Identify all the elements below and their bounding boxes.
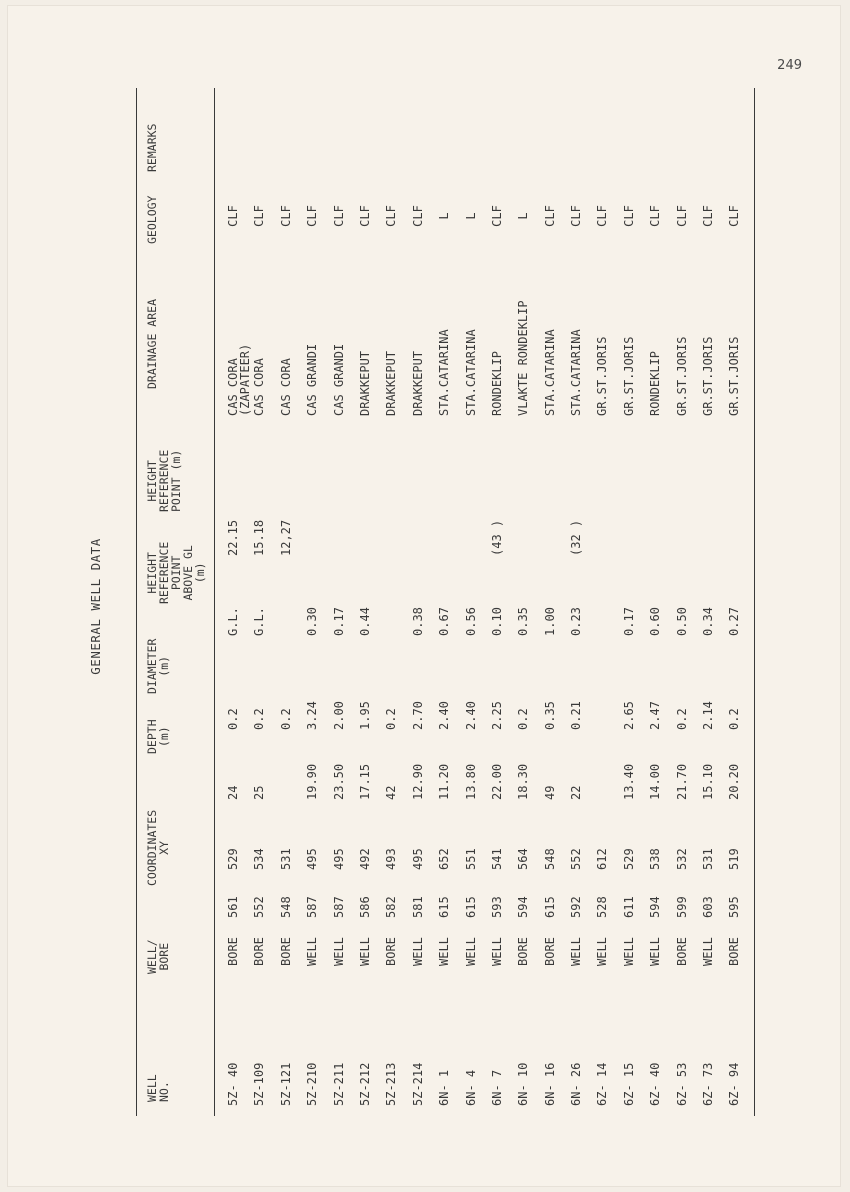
cell-height-above-gl: G.L. <box>226 607 240 636</box>
cell-well-no: 6Z- 94 <box>727 1062 742 1106</box>
cell-depth: 13.80 <box>463 763 478 800</box>
cell-depth: 21.70 <box>674 763 689 800</box>
cell-type: BORE <box>516 937 531 966</box>
cell-depth: 22 <box>569 785 584 800</box>
table-row <box>280 171 306 1124</box>
cell-height-reference: 12,27 <box>278 519 293 556</box>
cell-type: WELL <box>489 937 504 966</box>
cell-drainage-area: GR.ST.JORIS <box>727 336 742 416</box>
cell-depth: 11.20 <box>437 763 452 800</box>
cell-diameter: 2.14 <box>701 701 716 730</box>
cell-diameter <box>596 636 622 730</box>
table-row <box>253 171 279 1124</box>
cell-well-no: 5Z-109 <box>252 1062 267 1106</box>
cell-geology: L <box>437 212 452 220</box>
cell-coord-x: 548 <box>278 896 293 918</box>
header-drainage-area: DRAINAGE AREA <box>145 298 159 389</box>
header-rule <box>214 88 215 1116</box>
header-well-no: WELL NO. <box>145 1074 171 1102</box>
header-coordinates: COORDINATES XY <box>145 809 171 886</box>
cell-height-reference <box>359 416 385 556</box>
cell-drainage-area: CAS CORA (ZAPATEER) <box>227 261 253 416</box>
cell-type: BORE <box>542 937 557 966</box>
header-geology: GEOLOGY <box>145 195 159 244</box>
cell-coord-x: 561 <box>226 896 240 918</box>
table-row <box>385 171 411 1124</box>
cell-type: WELL <box>621 937 636 966</box>
cell-height-reference <box>333 416 359 556</box>
cell-depth: 17.15 <box>357 763 372 800</box>
table-row <box>306 171 332 1124</box>
cell-depth: 24 <box>226 785 240 800</box>
cell-drainage-area: STA.CATARINA <box>437 329 452 416</box>
rotated-table-region <box>88 89 818 1124</box>
cell-height-above-gl <box>385 556 411 636</box>
cell-drainage-area: STA.CATARINA <box>542 329 557 416</box>
cell-height-above-gl: 0.56 <box>463 607 478 636</box>
cell-height-above-gl: 0.34 <box>701 607 716 636</box>
cell-well-no: 6Z- 14 <box>595 1062 610 1106</box>
cell-height-reference <box>438 416 464 556</box>
cell-diameter: 0.2 <box>278 708 293 730</box>
cell-depth <box>596 730 622 800</box>
cell-height-reference <box>385 416 411 556</box>
cell-coord-y: 652 <box>437 848 452 870</box>
cell-geology: CLF <box>674 205 689 227</box>
cell-coord-x: 586 <box>357 896 372 918</box>
table-row <box>649 171 675 1124</box>
cell-diameter: 2.47 <box>648 701 663 730</box>
cell-geology: CLF <box>701 205 716 227</box>
cell-depth: 49 <box>542 785 557 800</box>
table-row <box>359 171 385 1124</box>
table-row <box>728 171 754 1124</box>
cell-type: BORE <box>384 937 399 966</box>
cell-height-reference: (32 ) <box>569 519 584 556</box>
cell-depth: 13.40 <box>621 763 636 800</box>
cell-coord-y: 551 <box>463 848 478 870</box>
cell-type: WELL <box>410 937 425 966</box>
cell-well-no: 5Z-213 <box>384 1062 399 1106</box>
table-row <box>227 171 253 1124</box>
cell-diameter: 0.2 <box>727 708 742 730</box>
cell-height-above-gl: 0.17 <box>331 607 346 636</box>
cell-well-no: 6Z- 73 <box>701 1062 716 1106</box>
cell-coord-x: 593 <box>489 896 504 918</box>
cell-coord-y: 541 <box>489 848 504 870</box>
cell-depth: 14.00 <box>648 763 663 800</box>
header-height-reference: HEIGHT REFERENCE POINT (m) <box>145 449 183 512</box>
cell-geology: L <box>516 212 531 220</box>
cell-drainage-area: GR.ST.JORIS <box>595 336 610 416</box>
cell-drainage-area: GR.ST.JORIS <box>674 336 689 416</box>
cell-geology: CLF <box>621 205 636 227</box>
table-row <box>438 171 464 1124</box>
cell-coord-y: 552 <box>569 848 584 870</box>
document-page <box>8 6 840 1186</box>
cell-depth: 20.20 <box>727 763 742 800</box>
table-row <box>333 171 359 1124</box>
cell-geology: CLF <box>384 205 399 227</box>
cell-coord-y: 564 <box>516 848 531 870</box>
cell-type: WELL <box>701 937 716 966</box>
cell-type: WELL <box>437 937 452 966</box>
cell-height-above-gl: 0.35 <box>516 607 531 636</box>
cell-height-reference <box>702 416 728 556</box>
cell-coord-y: 529 <box>226 848 240 870</box>
cell-height-reference <box>412 416 438 556</box>
cell-diameter: 0.21 <box>569 701 584 730</box>
cell-diameter: 2.00 <box>331 701 346 730</box>
cell-diameter: 2.40 <box>463 701 478 730</box>
cell-geology: CLF <box>331 205 346 227</box>
cell-coord-y: 532 <box>674 848 689 870</box>
cell-well-no: 6N- 10 <box>516 1062 531 1106</box>
table-row <box>570 171 596 1124</box>
cell-drainage-area: DRAKKEPUT <box>384 350 399 416</box>
cell-diameter: 0.2 <box>226 708 240 730</box>
cell-well-no: 6Z- 15 <box>621 1062 636 1106</box>
cell-geology: CLF <box>569 205 584 227</box>
cell-coord-x: 603 <box>701 896 716 918</box>
cell-coord-x: 528 <box>595 896 610 918</box>
cell-coord-y: 531 <box>278 848 293 870</box>
table-row <box>491 171 517 1124</box>
cell-geology: CLF <box>278 205 293 227</box>
cell-type: BORE <box>674 937 689 966</box>
cell-height-above-gl: 0.17 <box>621 607 636 636</box>
cell-drainage-area: CAS GRANDI <box>331 343 346 416</box>
cell-height-above-gl: 0.50 <box>674 607 689 636</box>
cell-drainage-area-note: (ZAPATEER) <box>238 343 252 416</box>
table-title: GENERAL WELL DATA <box>88 538 103 675</box>
cell-diameter: 0.2 <box>384 708 399 730</box>
cell-geology: CLF <box>648 205 663 227</box>
cell-diameter: 1.95 <box>357 701 372 730</box>
cell-diameter: 0.35 <box>542 701 557 730</box>
cell-height-reference: 15.18 <box>252 519 267 556</box>
cell-drainage-area: CAS GRANDI <box>305 343 320 416</box>
cell-height-reference: 22.15 <box>226 519 240 556</box>
cell-drainage-area: RONDEKLIP <box>489 350 504 416</box>
cell-well-no: 6N- 4 <box>463 1069 478 1106</box>
cell-type: WELL <box>305 937 320 966</box>
cell-coord-y: 519 <box>727 848 742 870</box>
cell-coord-y: 495 <box>410 848 425 870</box>
cell-height-reference <box>676 416 702 556</box>
cell-depth: 42 <box>384 785 399 800</box>
cell-well-no: 6N- 16 <box>542 1062 557 1106</box>
cell-height-above-gl: 0.44 <box>357 607 372 636</box>
cell-height-reference <box>517 416 543 556</box>
well-data-table <box>227 171 755 1124</box>
cell-height-reference <box>596 416 622 556</box>
header-well-bore: WELL/ BORE <box>145 939 171 974</box>
cell-depth: 15.10 <box>701 763 716 800</box>
cell-well-no: 5Z-211 <box>331 1062 346 1106</box>
cell-well-no: 5Z-121 <box>278 1062 293 1106</box>
cell-diameter: 2.40 <box>437 701 452 730</box>
cell-coord-x: 595 <box>727 896 742 918</box>
header-depth: DEPTH (m) <box>145 719 171 754</box>
cell-diameter: 2.65 <box>621 701 636 730</box>
cell-drainage-area: GR.ST.JORIS <box>621 336 636 416</box>
cell-height-above-gl: 0.38 <box>410 607 425 636</box>
cell-type: WELL <box>595 937 610 966</box>
cell-well-no: 5Z-214 <box>410 1062 425 1106</box>
cell-coord-y: 495 <box>305 848 320 870</box>
cell-coord-x: 582 <box>384 896 399 918</box>
cell-drainage-area: GR.ST.JORIS <box>701 336 716 416</box>
header-diameter: DIAMETER (m) <box>145 638 171 694</box>
table-row <box>623 171 649 1124</box>
cell-coord-x: 581 <box>410 896 425 918</box>
cell-diameter: 0.2 <box>252 708 267 730</box>
cell-depth: 19.90 <box>305 763 320 800</box>
cell-diameter: 0.2 <box>674 708 689 730</box>
cell-depth: 12.90 <box>410 763 425 800</box>
cell-geology: CLF <box>542 205 557 227</box>
cell-coord-x: 611 <box>621 896 636 918</box>
cell-geology: L <box>463 212 478 220</box>
cell-geology: CLF <box>357 205 372 227</box>
table-row <box>412 171 438 1124</box>
cell-height-above-gl: 0.67 <box>437 607 452 636</box>
cell-well-no: 6Z- 53 <box>674 1062 689 1106</box>
cell-coord-y: 538 <box>648 848 663 870</box>
cell-diameter: 3.24 <box>305 701 320 730</box>
cell-drainage-area: VLAKTE RONDEKLIP <box>516 300 531 416</box>
cell-height-reference <box>728 416 754 556</box>
table-row <box>517 171 543 1124</box>
cell-coord-y: 612 <box>595 848 610 870</box>
cell-diameter: 2.70 <box>410 701 425 730</box>
cell-height-above-gl: 0.10 <box>489 607 504 636</box>
cell-coord-y: 531 <box>701 848 716 870</box>
cell-geology: CLF <box>595 205 610 227</box>
cell-coord-x: 599 <box>674 896 689 918</box>
cell-height-above-gl: G.L. <box>252 607 267 636</box>
cell-well-no: 6N- 1 <box>437 1069 452 1106</box>
table-row <box>702 171 728 1124</box>
table-row <box>676 171 702 1124</box>
cell-height-above-gl <box>280 556 306 636</box>
cell-type: BORE <box>278 937 293 966</box>
cell-drainage-area: STA.CATARINA <box>569 329 584 416</box>
cell-height-above-gl: 0.23 <box>569 607 584 636</box>
cell-geology: CLF <box>252 205 267 227</box>
cell-coord-x: 552 <box>252 896 267 918</box>
cell-height-above-gl: 0.30 <box>305 607 320 636</box>
cell-height-reference <box>623 416 649 556</box>
cell-drainage-area: CAS CORA <box>278 358 293 416</box>
cell-height-above-gl: 0.27 <box>727 607 742 636</box>
cell-coord-x: 615 <box>542 896 557 918</box>
cell-type: WELL <box>569 937 584 966</box>
header-height-above-gl: HEIGHT REFERENCE POINT ABOVE GL (m) <box>145 541 207 604</box>
cell-coord-x: 615 <box>463 896 478 918</box>
cell-height-reference: (43 ) <box>489 519 504 556</box>
cell-geology: CLF <box>305 205 320 227</box>
bottom-rule <box>754 88 755 1116</box>
cell-coord-y: 492 <box>357 848 372 870</box>
cell-drainage-area: CAS CORA <box>252 358 267 416</box>
cell-geology: CLF <box>489 205 504 227</box>
cell-geology: CLF <box>410 205 425 227</box>
cell-depth: 23.50 <box>331 763 346 800</box>
cell-coord-y: 548 <box>542 848 557 870</box>
cell-height-reference <box>649 416 675 556</box>
cell-type: WELL <box>463 937 478 966</box>
cell-well-no: 6Z- 40 <box>648 1062 663 1106</box>
cell-coord-x: 615 <box>437 896 452 918</box>
cell-depth <box>280 730 306 800</box>
cell-height-above-gl: 1.00 <box>542 607 557 636</box>
cell-well-no: 5Z-210 <box>305 1062 320 1106</box>
cell-coord-x: 594 <box>516 896 531 918</box>
cell-type: BORE <box>727 937 742 966</box>
cell-well-no: 6N- 7 <box>489 1069 504 1106</box>
cell-coord-x: 594 <box>648 896 663 918</box>
cell-well-no: 5Z-212 <box>357 1062 372 1106</box>
cell-well-no: 5Z- 40 <box>226 1062 240 1106</box>
cell-coord-y: 495 <box>331 848 346 870</box>
page-number: 249 <box>777 58 802 73</box>
cell-diameter: 2.25 <box>489 701 504 730</box>
cell-drainage-area: RONDEKLIP <box>648 350 663 416</box>
cell-depth: 22.00 <box>489 763 504 800</box>
cell-geology: CLF <box>226 205 240 227</box>
cell-coord-y: 534 <box>252 848 267 870</box>
cell-height-reference <box>465 416 491 556</box>
top-rule <box>136 88 137 1116</box>
cell-drainage-area: STA.CATARINA <box>463 329 478 416</box>
cell-height-above-gl <box>596 556 622 636</box>
cell-type: WELL <box>331 937 346 966</box>
cell-height-above-gl: 0.60 <box>648 607 663 636</box>
cell-height-reference <box>544 416 570 556</box>
table-row <box>465 171 491 1124</box>
cell-type: WELL <box>648 937 663 966</box>
cell-depth: 25 <box>252 785 267 800</box>
cell-well-no: 6N- 26 <box>569 1062 584 1106</box>
table-row <box>596 171 622 1124</box>
header-remarks: REMARKS <box>145 123 159 172</box>
table-row <box>544 171 570 1124</box>
cell-diameter: 0.2 <box>516 708 531 730</box>
cell-depth: 18.30 <box>516 763 531 800</box>
cell-geology: CLF <box>727 205 742 227</box>
cell-coord-x: 592 <box>569 896 584 918</box>
cell-type: WELL <box>357 937 372 966</box>
cell-coord-y: 493 <box>384 848 399 870</box>
cell-coord-x: 587 <box>305 896 320 918</box>
cell-coord-x: 587 <box>331 896 346 918</box>
cell-drainage-area: DRAKKEPUT <box>410 350 425 416</box>
cell-type: BORE <box>226 937 240 966</box>
cell-drainage-area: DRAKKEPUT <box>357 350 372 416</box>
cell-type: BORE <box>252 937 267 966</box>
cell-height-reference <box>306 416 332 556</box>
cell-coord-y: 529 <box>621 848 636 870</box>
